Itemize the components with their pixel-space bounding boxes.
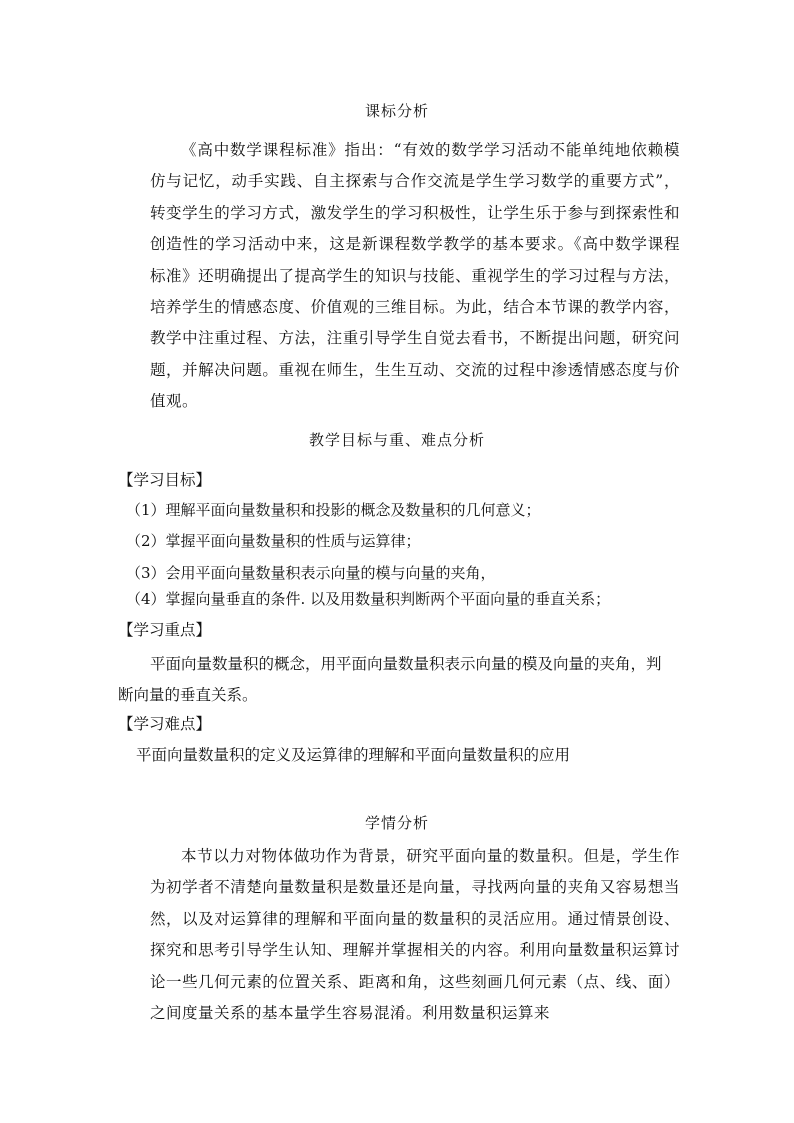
learner-analysis-paragraph: 本节以力对物体做功作为背景，研究平面向量的数量积。但是，学生作为初学者不清楚向量数量积是数量还是向量，寻找两向量的夹角又容易想当然，以及对运算律的理解和平面向量的数量积的灵活应用。通过情景创设、探究和思考引导学生认知、理解并掌握相关的内容。利用向量数量积运算讨论一些几何元素的位置关系、距离和角，这些刻画几何元素（点、线、面）之间度量关系的基本量学生容易混淆。利用数量积运算来 <box>150 847 680 1023</box>
key-points-text-line: 平面向量数量积的概念，用平面向量数量积表示向量的模及向量的夹角，判 <box>150 655 662 673</box>
learning-goal-item: （3）会用平面向量数量积表示向量的模与向量的夹角， <box>126 564 496 582</box>
learning-goal-item: （4）掌握向量垂直的条件. 以及用数量积判断两个平面向量的垂直关系； <box>126 590 611 608</box>
curriculum-analysis-paragraph: 《高中数学课程标准》指出：“有效的数学学习活动不能单纯地依赖模仿与记忆，动手实践、自主探索与合作交流是学生学习数学的重要方式”，转变学生的学习方式，激发学生的学习积极性，让学生乐于参与到探索性和创造性的学习活动中来，这是新课程数学教学的基本要求。《高中数学课程标准》还明确提出了提高学生的知识与技能、重视学生的学习过程与方法，培养学生的情感态度、价值观的三维目标。为此，结合本节课的教学内容，教学中注重过程、方法，注重引导学生自觉去看书，不断提出问题，研究问题，并解决问题。重视在师生，生生互动、交流的过程中渗透情感态度与价值观。 <box>150 141 680 411</box>
section-title-learner-analysis: 学情分析 <box>364 814 429 832</box>
learning-goals-heading: 【学习目标】 <box>118 471 212 489</box>
section-title-objectives: 教学目标与重、难点分析 <box>308 431 485 449</box>
difficulties-heading: 【学习难点】 <box>118 715 212 733</box>
learning-goal-item: （1）理解平面向量数量积和投影的概念及数量积的几何意义； <box>126 501 541 519</box>
section-title-curriculum: 课标分析 <box>364 102 429 120</box>
key-points-text-line: 断向量的垂直关系。 <box>118 686 258 704</box>
learning-goal-item: （2）掌握平面向量数量积的性质与运算律； <box>126 532 421 550</box>
difficulties-text: 平面向量数量积的定义及运算律的理解和平面向量数量积的应用 <box>136 746 571 764</box>
key-points-heading: 【学习重点】 <box>118 621 212 639</box>
